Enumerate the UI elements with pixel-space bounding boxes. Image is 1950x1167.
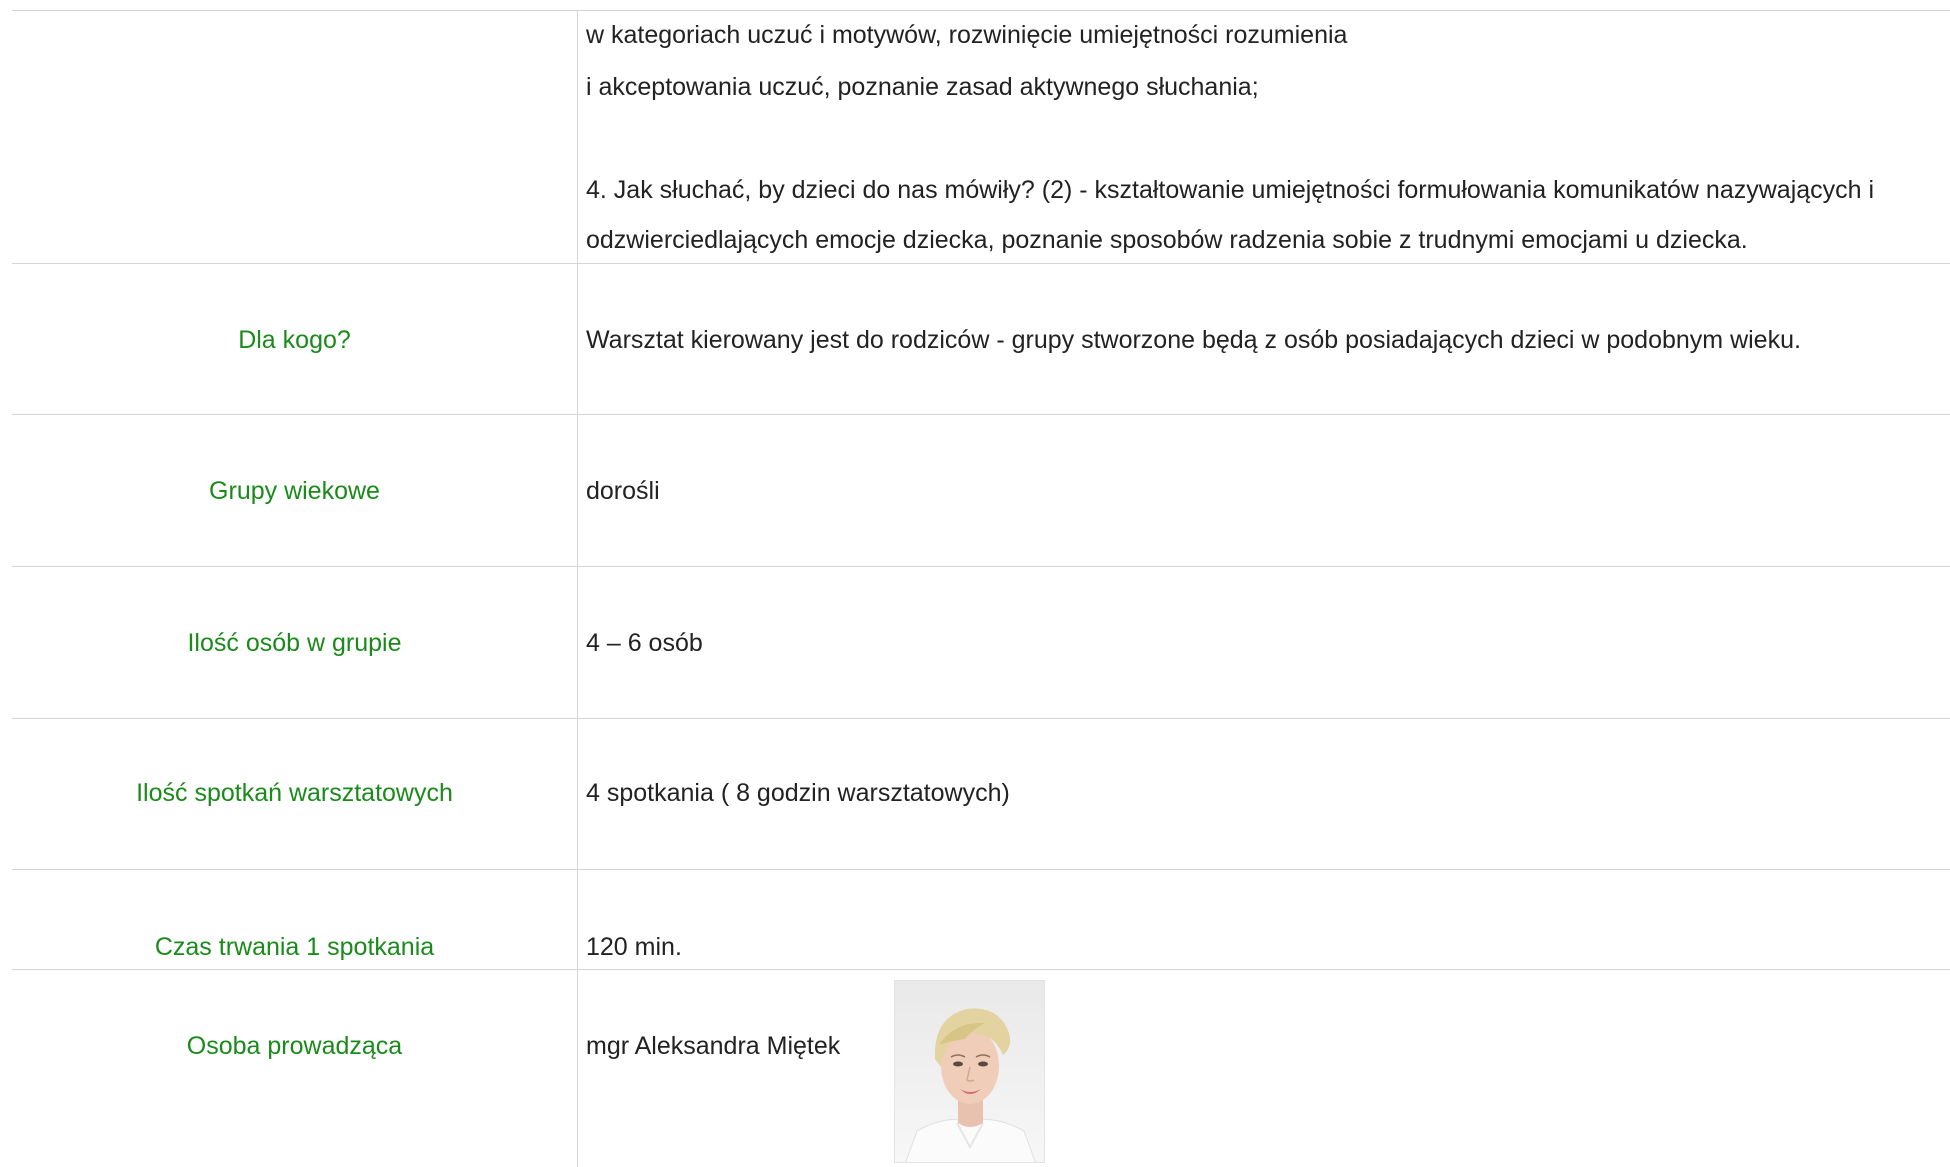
row-divider: [12, 10, 1950, 11]
description-line-1: w kategoriach uczuć i motywów, rozwinięcie umiejętności rozumienia: [586, 21, 1348, 49]
row-label-instructor: Osoba prowadząca: [186, 1032, 403, 1060]
row-label-audience: Dla kogo?: [238, 326, 351, 354]
row-label-group-size: Ilość osób w grupie: [187, 629, 402, 657]
row-label-meetings-count: Ilość spotkań warsztatowych: [136, 779, 453, 807]
description-line-4: odzwierciedlających emocje dziecka, poznanie sposobów radzenia sobie z trudnymi emocjami u dziecka.: [586, 226, 1748, 254]
table-row: [12, 264, 1950, 414]
row-value-age-groups: dorośli: [586, 477, 660, 505]
table-row: [12, 719, 1950, 869]
row-label-meeting-duration: Czas trwania 1 spotkania: [154, 933, 435, 961]
table-row: [12, 567, 1950, 718]
row-value-meetings-count: 4 spotkania ( 8 godzin warsztatowych): [586, 779, 1010, 807]
description-line-2: i akceptowania uczuć, poznanie zasad aktywnego słuchania;: [586, 73, 1259, 101]
table-row: [12, 415, 1950, 566]
table-row: [12, 870, 1950, 969]
row-label-age-groups: Grupy wiekowe: [209, 477, 380, 505]
row-value-instructor: mgr Aleksandra Miętek: [586, 1032, 841, 1060]
row-value-meeting-duration: 120 min.: [586, 933, 682, 961]
portrait-illustration: [895, 981, 1045, 1163]
description-line-3: 4. Jak słuchać, by dzieci do nas mówiły? (2) - kształtowanie umiejętności formułowania komunikatów nazywających i: [586, 176, 1875, 204]
row-value-audience: Warsztat kierowany jest do rodziców - grupy stworzone będą z osób posiadających dzieci w podobnym wieku.: [586, 326, 1801, 354]
row-value-group-size: 4 – 6 osób: [586, 629, 703, 657]
instructor-photo: [894, 980, 1045, 1163]
